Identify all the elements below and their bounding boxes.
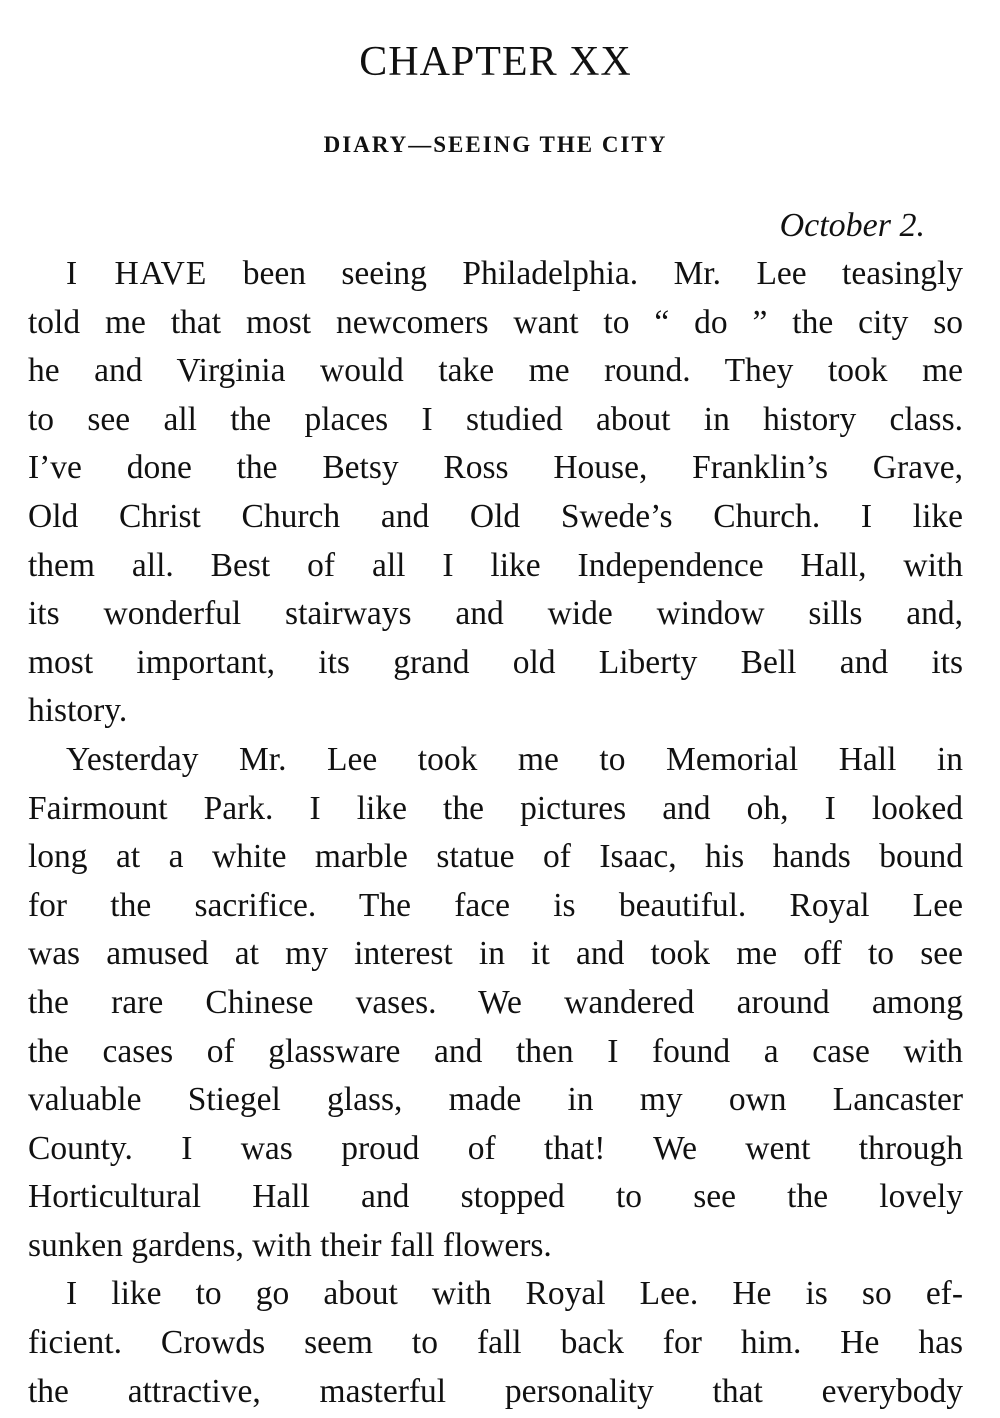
text-line: Fairmount Park. I like the pictures and oh, I looked — [28, 789, 963, 827]
text-line: them all. Best of all I like Independence Hall, with — [28, 546, 963, 584]
text-line: long at a white marble statue of Isaac, his hands bound — [28, 838, 963, 876]
book-page — [28, 0, 963, 1418]
text-line: for the sacrifice. The face is beautiful. Royal Lee — [28, 886, 963, 924]
paragraph-2 — [28, 736, 963, 1271]
section-title: DIARY—SEEING THE CITY — [323, 132, 668, 157]
text-line: valuable Stiegel glass, made in my own Lancaster — [28, 1081, 963, 1119]
text-line: Horticultural Hall and stopped to see the lovely — [28, 1178, 963, 1216]
paragraph-1 — [28, 250, 963, 736]
lead-small-caps: I HAVE — [66, 255, 208, 292]
text-line: I like to go about with Royal Lee. He is so ef- — [66, 1275, 963, 1313]
text-line: ficient. Crowds seem to fall back for him. He has — [28, 1324, 963, 1362]
text-line: Yesterday Mr. Lee took me to Memorial Hall in — [66, 740, 963, 778]
diary-body — [28, 250, 963, 1416]
text-line: he and Virginia would take me round. They took me — [28, 352, 963, 390]
text-line: I’ve done the Betsy Ross House, Franklin’s Grave, — [28, 449, 963, 487]
text-line: its wonderful stairways and wide window sills and, — [28, 595, 963, 633]
text-line: most important, its grand old Liberty Bell and its — [28, 643, 963, 681]
text-line: told me that most newcomers want to “ do ” the city so — [28, 303, 963, 341]
text-line: was amused at my interest in it and took me off to see — [28, 935, 963, 973]
entry-date: October 2. — [779, 207, 925, 244]
text-line: the attractive, masterful personality that everybody — [28, 1372, 963, 1410]
paragraph-3 — [28, 1270, 963, 1416]
chapter-title: CHAPTER XX — [359, 39, 632, 85]
text-line: I HAVE been seeing Philadelphia. Mr. Lee teasingly — [66, 255, 964, 292]
text-line: the rare Chinese vases. We wandered around among — [28, 983, 963, 1021]
text-line: the cases of glassware and then I found a case with — [28, 1032, 963, 1070]
text-line: Old Christ Church and Old Swede’s Church. I like — [28, 497, 963, 535]
text-line: history. — [28, 692, 128, 730]
text-line: County. I was proud of that! We went through — [28, 1129, 963, 1167]
text-line: sunken gardens, with their fall flowers. — [28, 1226, 552, 1264]
text-line: to see all the places I studied about in history class. — [28, 400, 963, 438]
